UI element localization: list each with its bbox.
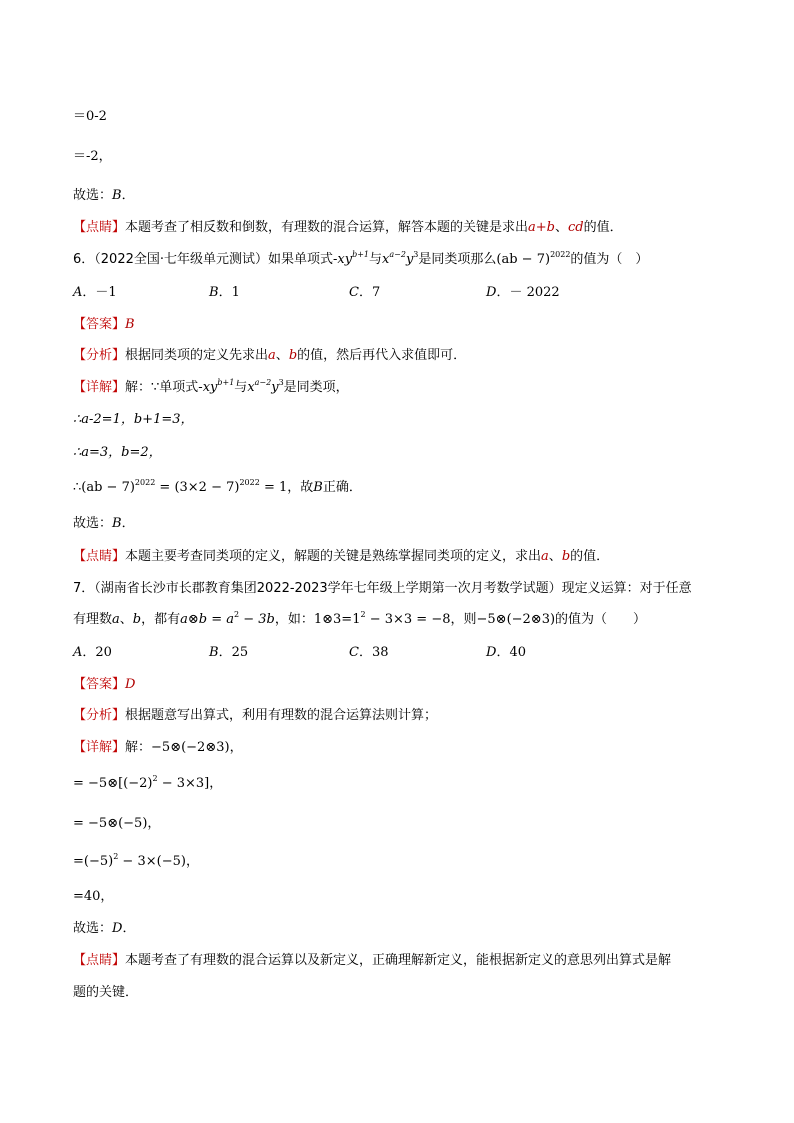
q6-choose: 故选：B． xyxy=(73,516,135,531)
q7-step-4: =40， xyxy=(73,889,114,904)
choose-line-q5: 故选：B． xyxy=(73,188,135,203)
question-7-stem-line-1: 7．（湖南省长沙市长郡教育集团2022-2023学年七年级上学期第一次月考数学试题）现定义运算：对于任意 xyxy=(73,581,692,596)
comment-tag: 【点睛】 xyxy=(73,220,126,235)
comment-q5: 【点睛】本题考查了相反数和倒数，有理数的混合运算，解答本题的关键是求出a+b、cd的值． xyxy=(73,220,623,235)
q6-choice-a: A．－1 xyxy=(73,285,117,300)
q6-choice-d: D．－ 2022 xyxy=(486,285,560,300)
q6-answer: 【答案】B xyxy=(73,317,135,332)
q6-analysis: 【分析】根据同类项的定义先求出a、b的值，然后再代入求值即可． xyxy=(73,348,467,363)
q7-answer: 【答案】D xyxy=(73,677,136,692)
q6-step-1: ∴a-2=1，b+1=3， xyxy=(73,412,194,427)
question-7-stem-line-2: 有理数a、b，都有a⊗b = $a^2 - 3b$，如：$1\otimes 3=1^2 - 3\times 3 = -8$，则−5⊗(−2⊗3)的值为（ ） xyxy=(73,610,647,627)
calc-line-2: ＝-2， xyxy=(73,149,112,164)
q7-choice-a: A．20 xyxy=(73,645,112,660)
q7-choice-d: D．40 xyxy=(486,645,526,660)
q7-comment-line-2: 题的关键． xyxy=(73,985,139,1000)
q6-choice-c: C．7 xyxy=(349,285,381,300)
q6-choice-b: B．1 xyxy=(209,285,240,300)
q7-detail: 【详解】解：−5⊗(−2⊗3)， xyxy=(73,740,243,755)
q6-detail: 【详解】解：∵单项式$-xy^{b+1}$与$x^{a-2}y^3$是同类项， xyxy=(73,378,349,395)
q7-choose: 故选：D． xyxy=(73,921,136,936)
question-6-stem: 6．（2022全国·七年级单元测试）如果单项式$-xy^{b+1}$与$x^{a-2}y^3$是同类项那么(ab − 7)$^{2022}$的值为（ ） xyxy=(73,250,649,267)
calc-line-1: ＝0-2 xyxy=(73,109,107,124)
q7-step-1: = $-5\otimes[(-2)^2 - 3\times 3]$， xyxy=(73,774,223,791)
q7-analysis: 【分析】根据题意写出算式，利用有理数的混合运算法则计算； xyxy=(73,708,438,723)
q7-step-3: $=(-5)^2 - 3\times(-5)$， xyxy=(73,852,199,869)
q7-comment-line-1: 【点睛】本题考查了有理数的混合运算以及新定义，正确理解新定义，能根据新定义的意思列出算式是解 xyxy=(73,953,672,968)
q7-choice-c: C．38 xyxy=(349,645,389,660)
q7-step-2: = −5⊗(−5)， xyxy=(73,816,161,831)
q7-choice-b: B．25 xyxy=(209,645,249,660)
q6-step-3: ∴(ab − $7)^{2022} = (3\times 2 - 7)^{2022} = 1$，故B正确． xyxy=(73,478,362,495)
q6-step-2: ∴a=3，b=2， xyxy=(73,445,162,460)
q6-comment: 【点睛】本题主要考查同类项的定义，解题的关键是熟练掌握同类项的定义，求出a、b的值． xyxy=(73,549,610,564)
